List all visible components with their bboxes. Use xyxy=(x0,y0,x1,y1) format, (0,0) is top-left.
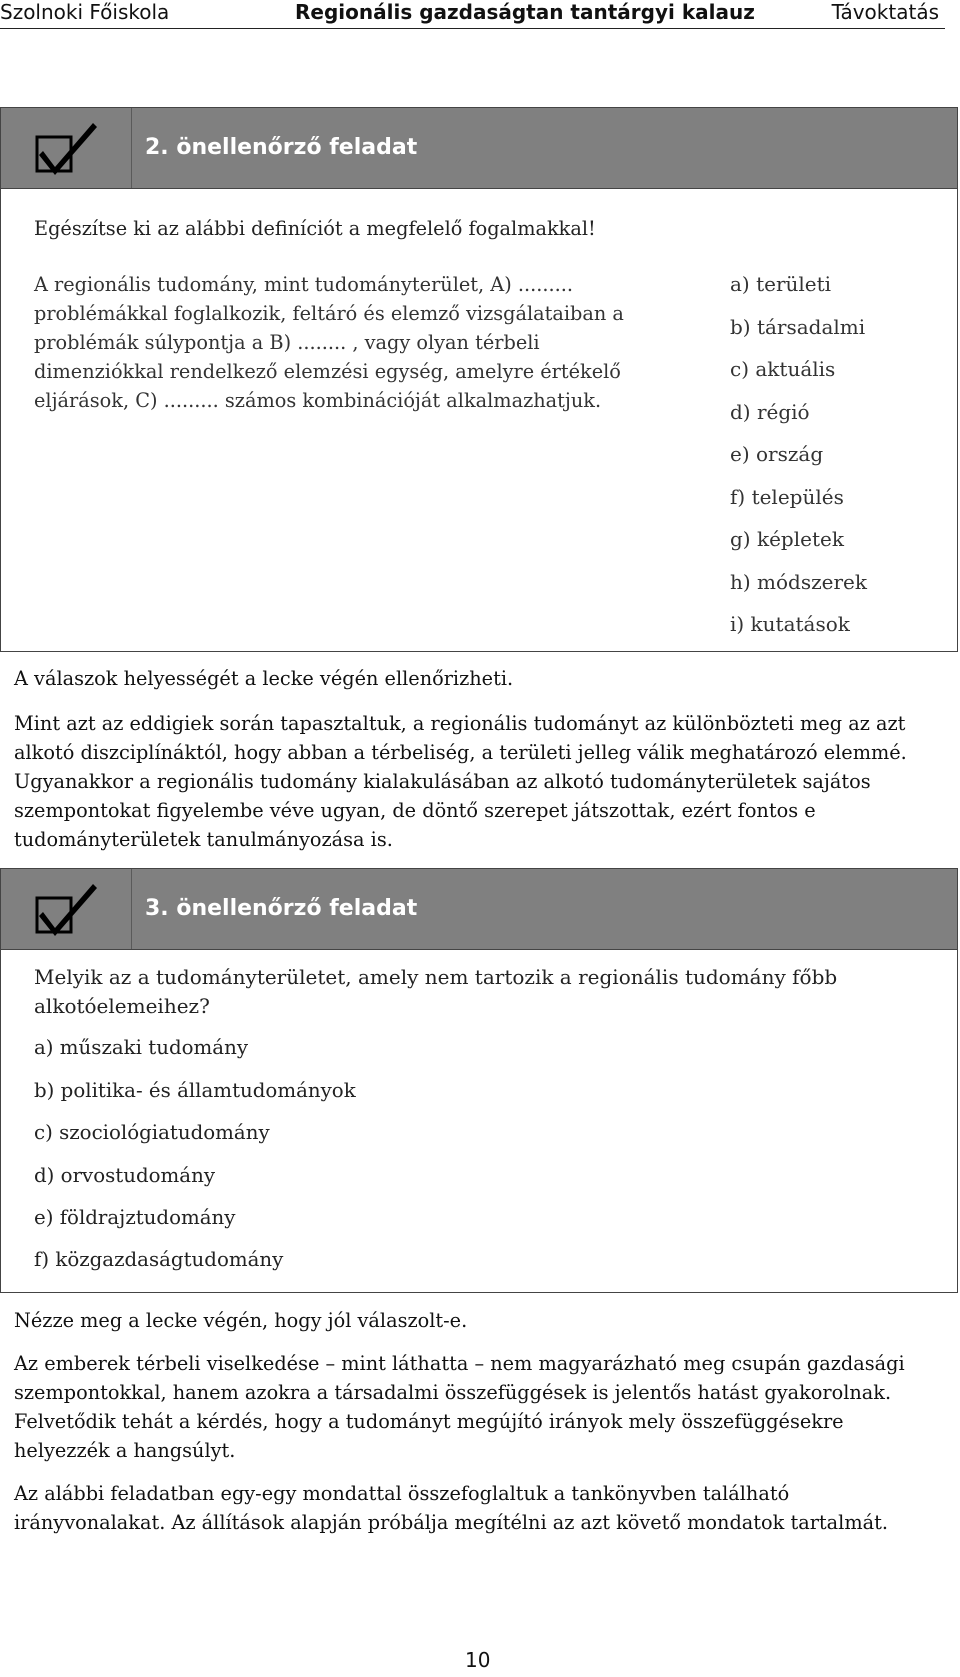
option-item: b) politika- és államtudományok xyxy=(34,1079,356,1102)
header-institution: Szolnoki Főiskola xyxy=(0,0,170,24)
task-3-header xyxy=(1,869,957,950)
task-3-question-line: Melyik az a tudományterületet, amely nem tartozik a regionális tudomány főbb xyxy=(34,965,838,989)
page-number: 10 xyxy=(465,1648,491,1672)
definition-line: problémákkal foglalkozik, feltáró és elemző vizsgálataiban a xyxy=(34,302,624,325)
option-item: f) település xyxy=(730,484,844,509)
paragraph-line: Ugyanakkor a regionális tudomány kialakulásában az alkotó tudományterületek sajátos xyxy=(14,770,871,793)
option-item: e) földrajztudomány xyxy=(34,1206,236,1229)
checkmark-box-icon xyxy=(1,108,132,188)
task-2-title: 2. önellenőrző feladat xyxy=(145,135,418,160)
paragraph-line: szempontokat figyelembe véve ugyan, de döntő szerepet játszottak, ezért fontos e xyxy=(14,799,816,822)
checkmark-box-icon xyxy=(1,869,132,949)
task-3-question-line: alkotóelemeihez? xyxy=(34,994,210,1018)
paragraph-line: irányvonalakat. Az állítások alapján próbálja megítélni az azt követő mondatok tartalmát. xyxy=(14,1511,888,1534)
option-item: f) közgazdaságtudomány xyxy=(34,1248,284,1271)
option-item: a) területi xyxy=(730,272,832,296)
task-2-instruction: Egészítse ki az alábbi definíciót a megfelelő fogalmakkal! xyxy=(34,217,596,240)
paragraph-line: szempontokkal, hanem azokra a társadalmi összefüggések is jelentős hatást gyakorolnak. xyxy=(14,1381,892,1404)
paragraph-line: Az emberek térbeli viselkedése – mint láthatta – nem magyarázható meg csupán gazdasági xyxy=(14,1352,905,1375)
check-note-1: A válaszok helyességét a lecke végén ellenőrizheti. xyxy=(14,667,514,690)
option-item: i) kutatások xyxy=(730,612,850,636)
option-item: c) szociológiatudomány xyxy=(34,1121,270,1144)
paragraph-line: tudományterületek tanulmányozása is. xyxy=(14,828,393,851)
check-note-2: Nézze meg a lecke végén, hogy jól válaszolt-e. xyxy=(14,1309,468,1332)
header-mode: Távoktatás xyxy=(831,0,939,24)
option-item: d) régió xyxy=(730,399,810,424)
definition-line: dimenziókkal rendelkező elemzési egység, amelyre értékelő xyxy=(34,360,621,383)
paragraph-line: Mint azt az eddigiek során tapasztaltuk, a regionális tudományt az különbözteti meg az azt xyxy=(14,712,906,735)
option-item: b) társadalmi xyxy=(730,314,866,339)
option-item: e) ország xyxy=(730,442,824,466)
paragraph-line: Felvetődik tehát a kérdés, hogy a tudományt megújító irányok mely összefüggésekre xyxy=(14,1410,844,1433)
task-2-header xyxy=(1,108,957,189)
running-header xyxy=(0,0,945,29)
definition-line: A regionális tudomány, mint tudományterület, A) ......... xyxy=(34,273,574,296)
definition-line: eljárások, C) ......... számos kombinációját alkalmazhatjuk. xyxy=(34,389,602,412)
option-item: c) aktuális xyxy=(730,357,836,381)
task-3-title: 3. önellenőrző feladat xyxy=(145,896,418,921)
paragraph-line: helyezzék a hangsúlyt. xyxy=(14,1439,236,1462)
paragraph-line: Az alábbi feladatban egy-egy mondattal összefoglaltuk a tankönyvben található xyxy=(14,1482,790,1505)
option-item: g) képletek xyxy=(730,527,844,551)
option-item: a) műszaki tudomány xyxy=(34,1036,248,1059)
definition-line: problémák súlypontja a B) ........ , vagy olyan térbeli xyxy=(34,331,540,354)
option-item: d) orvostudomány xyxy=(34,1164,215,1187)
task-2-options xyxy=(730,263,867,646)
header-course-title: Regionális gazdaságtan tantárgyi kalauz xyxy=(295,0,755,24)
paragraph-line: alkotó diszciplínáktól, hogy abban a térbeliség, a területi jelleg válik meghatározó elemmé. xyxy=(14,741,907,764)
option-item: h) módszerek xyxy=(730,569,868,594)
